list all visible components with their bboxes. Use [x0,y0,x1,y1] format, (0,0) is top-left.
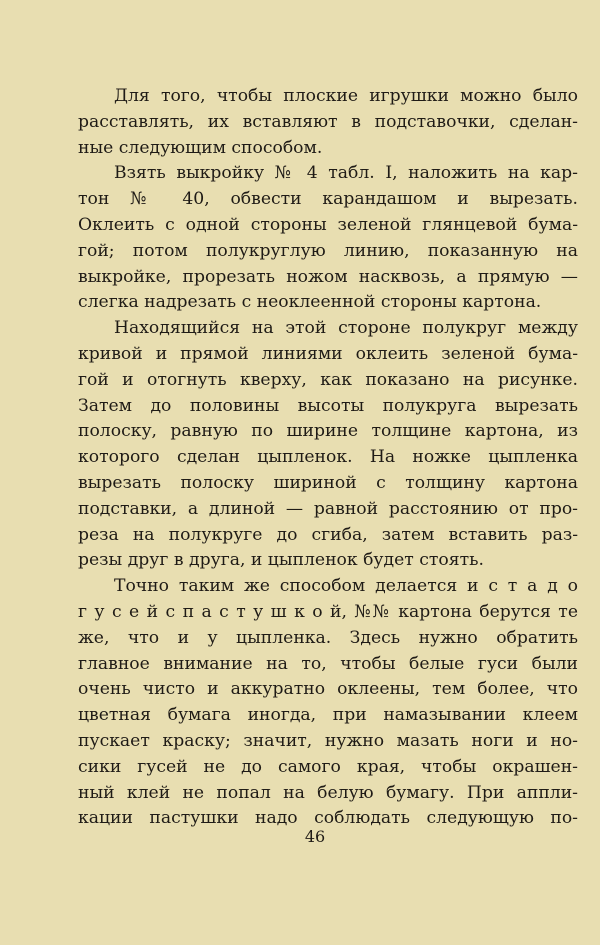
text-line: Оклеить с одной стороны зеленой глянцевой бума- [78,214,578,235]
text-line: кации пастушки надо соблюдать следующую по- [78,808,578,829]
text-line: Взять выкройку № 4 табл. I, наложить на кар- [114,163,578,184]
text-line: же, что и у цыпленка. Здесь нужно обратить [78,627,578,648]
text-line: слегка надрезать с неоклеенной стороны картона. [78,292,542,313]
text-line: выкройке, прорезать ножом насквозь, а прямую — [78,266,578,287]
text-line: Для того, чтобы плоские игрушки можно было [114,86,578,106]
text-line: Затем до половины высоты полукруга вырезать [78,395,578,416]
text-line: цветная бумага иногда, при намазывании клеем [78,705,578,726]
text-line: очень чисто и аккуратно оклеены, тем более, что [78,679,578,700]
text-line: резы друг в друга, и цыпленок будет стоять. [78,550,484,571]
text-line: главное внимание на то, чтобы белые гуси были [78,653,578,674]
text-line: которого сделан цыпленок. На ножке цыпленка [78,447,578,468]
text-line: ный клей не попал на белую бумагу. При аппли- [78,782,578,803]
text-line: тон № 40, обвести карандашом и вырезать. [78,189,578,210]
text-line: реза на полукруге до сгиба, затем вставить раз- [78,524,578,545]
text-line: гой; потом полукруглую линию, показанную на [78,240,578,261]
text-line: подставки, а длиной — равной расстоянию от про- [78,498,578,519]
text-line: вырезать полоску шириной с толщину картона [78,472,578,493]
page-number: 46 [304,827,326,846]
text-line: г у с е й с п а с т у ш к о й, №№ картона берутся те [78,601,578,622]
text-line: сики гусей не до самого края, чтобы окрашен- [78,756,578,777]
text-line: расставлять, их вставляют в подставочки, сделан- [78,111,578,132]
text-line: кривой и прямой линиями оклеить зеленой бума- [78,343,578,364]
text-line: Находящийся на этой стороне полукруг между [114,318,578,339]
body-text [78,84,578,832]
text-line: гой и отогнуть кверху, как показано на рисунке. [78,369,578,390]
text-line: ные следующим способом. [78,137,323,158]
text-line: полоску, равную по ширине толщине картона, из [78,421,578,442]
text-line: пускает краску; значит, нужно мазать ноги и но- [78,730,578,751]
text-line: Точно таким же способом делается и с т а д о [114,576,578,597]
